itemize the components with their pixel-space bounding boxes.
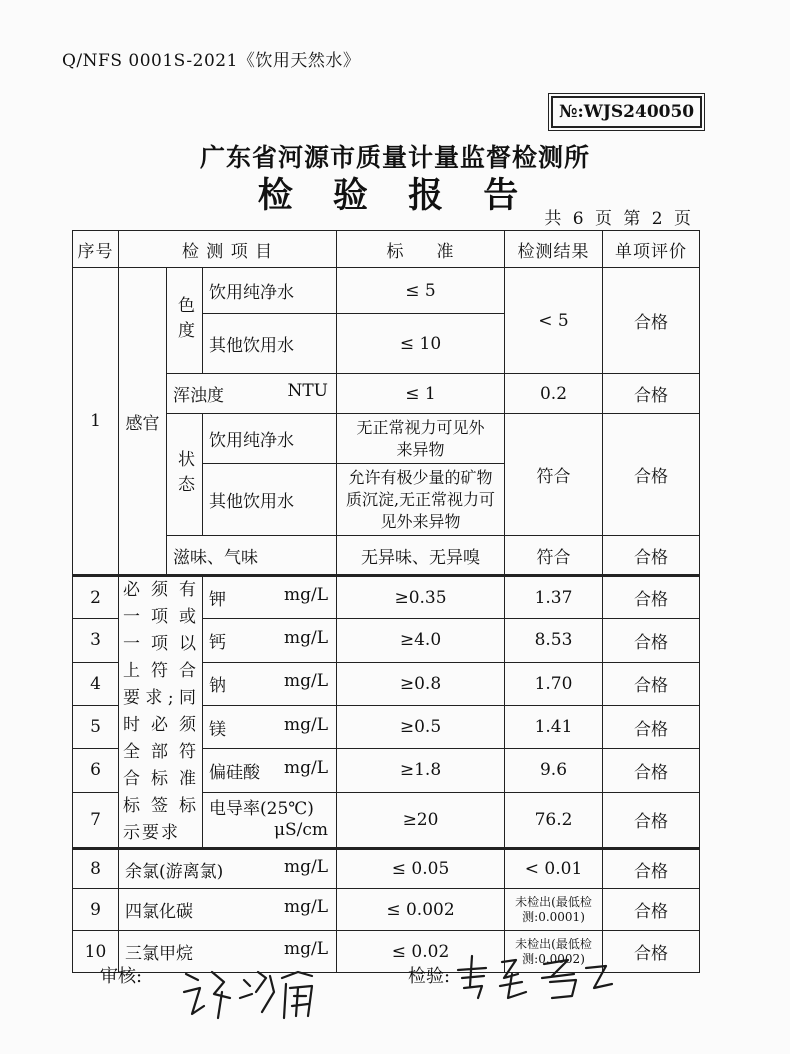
item-name: 钾 xyxy=(209,590,226,611)
header-seq: 序号 xyxy=(73,231,119,268)
item-unit: mg/L xyxy=(283,856,329,877)
state-label-cell xyxy=(167,414,203,536)
item-name: 浑浊度 xyxy=(173,386,224,406)
item-name: 钠 xyxy=(209,676,226,697)
header-item: 检 测 项 目 xyxy=(119,231,337,268)
item-unit: mg/L xyxy=(283,897,329,917)
result-text: 未检出(最低检测:0.0001) xyxy=(515,894,592,924)
item-unit: μS/cm xyxy=(273,819,329,840)
evaluation-cell: 合格 xyxy=(603,536,700,576)
item-cell xyxy=(203,792,337,848)
standard-cell: ≤ 0.002 xyxy=(337,889,505,931)
standard-cell: ≤ 5 xyxy=(337,268,505,314)
item-cell xyxy=(203,619,337,662)
result-cell: 76.2 xyxy=(505,792,603,848)
standard-cell: ≤ 1 xyxy=(337,374,505,414)
seq-cell: 3 xyxy=(73,619,119,662)
evaluation-cell: 合格 xyxy=(603,931,700,973)
header-evaluation: 单项评价 xyxy=(603,231,700,268)
item-cell xyxy=(203,662,337,705)
item-unit: mg/L xyxy=(283,627,329,648)
result-cell xyxy=(505,889,603,931)
table-row xyxy=(73,889,700,931)
table-row xyxy=(73,536,700,576)
table-row xyxy=(73,849,700,889)
result-cell: < 5 xyxy=(505,268,603,374)
table-row xyxy=(73,414,700,464)
standard-cell xyxy=(337,464,505,536)
standard-cell: ≥4.0 xyxy=(337,619,505,662)
state-label: 状态 xyxy=(174,449,194,500)
item-unit: mg/L xyxy=(283,939,329,959)
item-cell xyxy=(167,374,337,414)
table-row xyxy=(73,268,700,314)
evaluation-cell: 合格 xyxy=(603,576,700,619)
evaluation-cell: 合格 xyxy=(603,619,700,662)
standard-code: Q/NFS 0001S-2021《饮用天然水》 xyxy=(62,51,361,71)
inspection-table xyxy=(72,230,700,973)
item-name: 余氯(游离氯) xyxy=(125,861,224,882)
result-text: 未检出(最低检测:0.0002) xyxy=(515,936,592,966)
standard-cell: ≥0.8 xyxy=(337,662,505,705)
item-unit: mg/L xyxy=(283,757,329,778)
evaluation-cell: 合格 xyxy=(603,268,700,374)
item-cell: 其他饮用水 xyxy=(203,314,337,374)
color-label-cell xyxy=(167,268,203,374)
seq-cell: 5 xyxy=(73,705,119,748)
result-cell: 8.53 xyxy=(505,619,603,662)
inspector-label: 检验: xyxy=(408,966,451,987)
item-cell: 饮用纯净水 xyxy=(203,414,337,464)
seq-cell: 7 xyxy=(73,792,119,848)
result-cell: 符合 xyxy=(505,536,603,576)
standard-cell: ≥1.8 xyxy=(337,749,505,792)
item-unit: NTU xyxy=(287,381,329,401)
item-name: 钙 xyxy=(209,632,226,653)
evaluation-cell: 合格 xyxy=(603,414,700,536)
item-cell: 滋味、气味 xyxy=(167,536,337,576)
item-unit: mg/L xyxy=(283,714,329,735)
standard-cell: ≤ 0.05 xyxy=(337,849,505,889)
item-cell xyxy=(203,749,337,792)
standard-cell: 无异味、无异嗅 xyxy=(337,536,505,576)
report-number: №:WJS240050 xyxy=(551,96,702,128)
sensory-group-cell: 感官 xyxy=(119,268,167,576)
item-name: 偏硅酸 xyxy=(209,762,260,783)
standard-cell: ≤ 10 xyxy=(337,314,505,374)
seq-cell: 9 xyxy=(73,889,119,931)
item-cell xyxy=(119,849,337,889)
result-cell: 1.41 xyxy=(505,705,603,748)
report-title: 检 验 报 告 xyxy=(257,175,533,216)
result-cell: < 0.01 xyxy=(505,849,603,889)
mineral-requirement: 必须有一项或一项以上符合要求;同时必须全部符合标准标签标示要求 xyxy=(123,580,198,843)
item-unit: mg/L xyxy=(283,671,329,692)
seq-cell: 6 xyxy=(73,749,119,792)
item-cell: 饮用纯净水 xyxy=(203,268,337,314)
seq-cell: 2 xyxy=(73,576,119,619)
standard-cell: ≥20 xyxy=(337,792,505,848)
result-cell: 0.2 xyxy=(505,374,603,414)
standard-cell: ≤ 0.02 xyxy=(337,931,505,973)
item-name: 三氯甲烷 xyxy=(125,944,193,964)
evaluation-cell: 合格 xyxy=(603,749,700,792)
item-cell xyxy=(203,576,337,619)
evaluation-cell: 合格 xyxy=(603,662,700,705)
standard-cell xyxy=(337,414,505,464)
evaluation-cell: 合格 xyxy=(603,705,700,748)
result-cell: 1.70 xyxy=(505,662,603,705)
standard-cell: ≥0.5 xyxy=(337,705,505,748)
mineral-requirement-cell xyxy=(119,576,203,849)
item-name: 四氯化碳 xyxy=(125,902,193,922)
seq-cell: 8 xyxy=(73,849,119,889)
result-cell: 符合 xyxy=(505,414,603,536)
item-cell: 其他饮用水 xyxy=(203,464,337,536)
standard-text: 无正常视力可见外来异物 xyxy=(356,417,485,459)
color-label: 色度 xyxy=(174,295,194,346)
inspector-signature xyxy=(456,948,626,1008)
seq-cell: 1 xyxy=(73,268,119,576)
standard-text: 允许有极少量的矿物质沉淀,无正常视力可见外来异物 xyxy=(345,467,496,531)
table-header-row xyxy=(73,231,700,268)
table-row xyxy=(73,576,700,619)
seq-cell: 4 xyxy=(73,662,119,705)
item-name: 镁 xyxy=(209,719,226,740)
table-row xyxy=(73,374,700,414)
institute-name: 广东省河源市质量计量监督检测所 xyxy=(199,143,590,172)
result-cell: 9.6 xyxy=(505,749,603,792)
seq-cell: 10 xyxy=(73,931,119,973)
reviewer-signature xyxy=(178,958,338,1028)
evaluation-cell: 合格 xyxy=(603,849,700,889)
item-cell xyxy=(119,889,337,931)
item-cell xyxy=(203,705,337,748)
evaluation-cell: 合格 xyxy=(603,889,700,931)
reviewer-label: 审核: xyxy=(100,966,143,987)
item-unit: mg/L xyxy=(283,585,329,606)
result-cell: 1.37 xyxy=(505,576,603,619)
item-name: 电导率(25℃) xyxy=(209,798,314,819)
page-info: 共 6 页 第 2 页 xyxy=(544,209,694,229)
evaluation-cell: 合格 xyxy=(603,374,700,414)
header-standard: 标 准 xyxy=(337,231,505,268)
evaluation-cell: 合格 xyxy=(603,792,700,848)
standard-cell: ≥0.35 xyxy=(337,576,505,619)
header-result: 检测结果 xyxy=(505,231,603,268)
